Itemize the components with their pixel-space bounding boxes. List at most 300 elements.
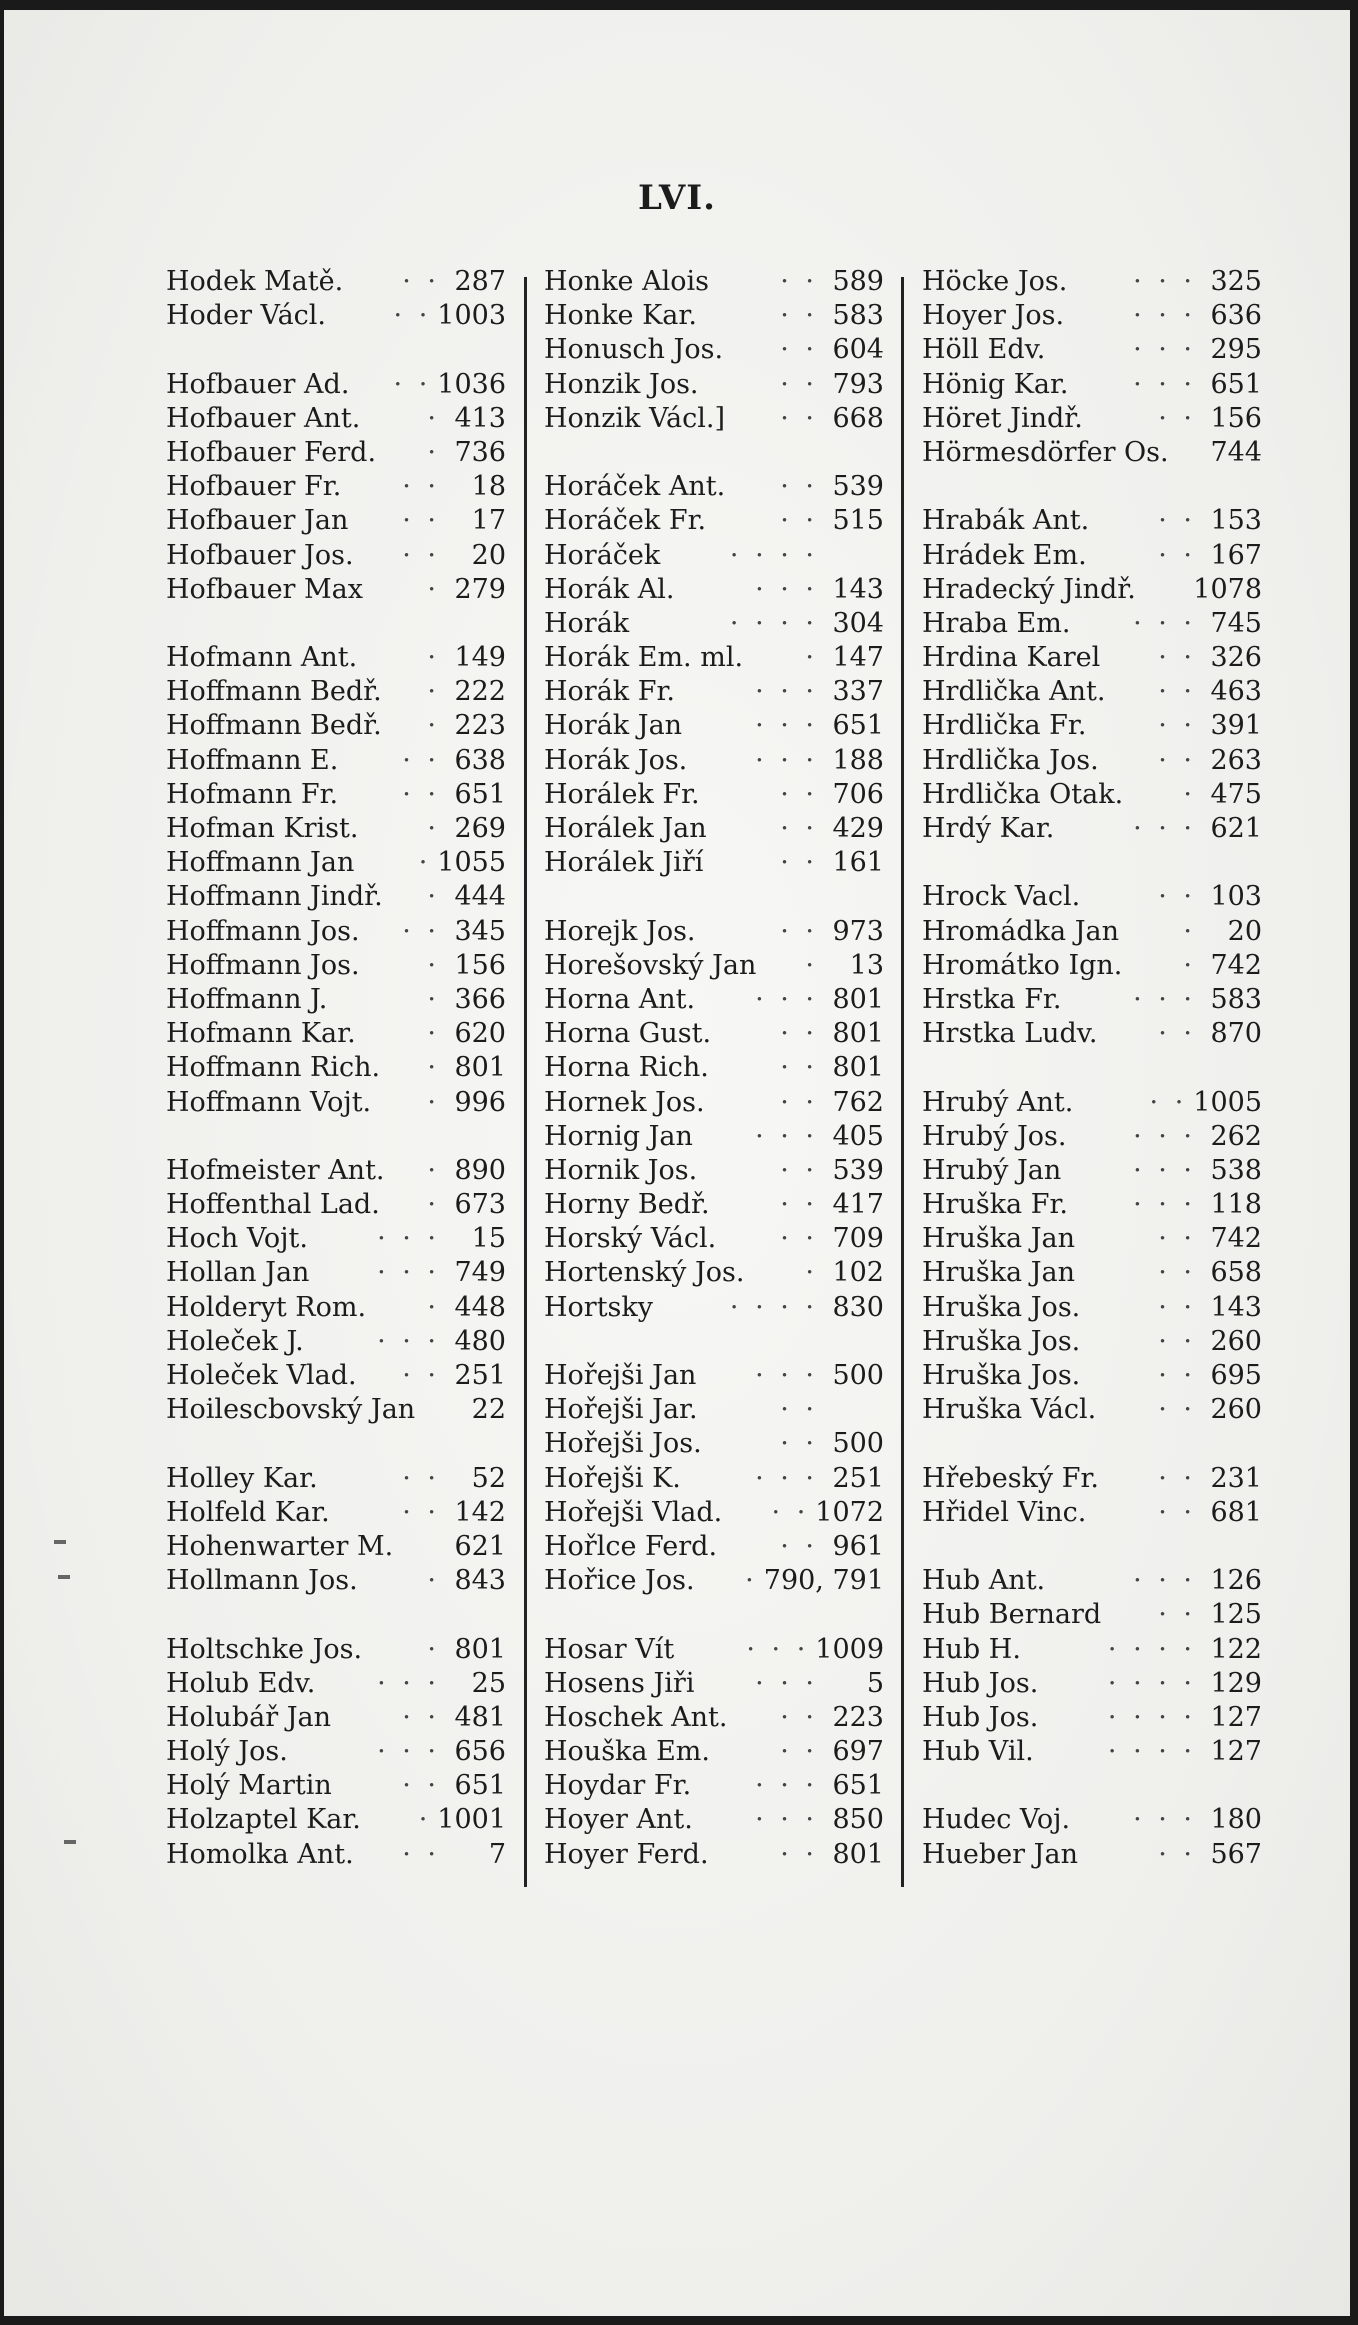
- entry-page: 326: [1210, 642, 1262, 674]
- entry-page: 480: [454, 1325, 506, 1357]
- index-entry: [166, 436, 506, 470]
- entry-name: Holý Martin: [166, 1770, 332, 1802]
- entry-name: Horny Bedř.: [544, 1189, 710, 1221]
- entry-name: Hoyer Ferd.: [544, 1838, 709, 1870]
- index-entry: [544, 709, 884, 743]
- leader-dots: ·: [418, 1804, 432, 1836]
- index-entry: [166, 299, 506, 333]
- entry-name: Hollmann Jos.: [166, 1565, 358, 1597]
- index-entry: [922, 368, 1262, 402]
- entry-name: Holderyt Rom.: [166, 1291, 367, 1323]
- entry-name: Hosar Vít: [544, 1633, 675, 1665]
- index-entry: [922, 1086, 1262, 1120]
- leader-dots: ·: [427, 813, 440, 844]
- leader-dots: · · ·: [755, 573, 818, 605]
- index-entry: [166, 1838, 506, 1872]
- entry-page: 1003: [437, 300, 506, 332]
- entry-page: 167: [1210, 539, 1262, 571]
- leader-dots: · ·: [780, 915, 818, 947]
- entry-name: Holeček J.: [166, 1325, 304, 1357]
- index-entry: [166, 949, 506, 983]
- index-entry: [922, 1017, 1262, 1051]
- entry-name: Holfeld Kar.: [166, 1496, 330, 1528]
- entry-page: 444: [454, 881, 506, 913]
- leader-dots: · · ·: [1133, 607, 1196, 639]
- entry-name: Hub Bernard: [922, 1599, 1102, 1631]
- leader-dots: · · ·: [377, 1667, 440, 1699]
- entry-name: Hrstka Fr.: [922, 983, 1062, 1015]
- entry-page: 325: [1210, 266, 1262, 297]
- entry-page: 125: [1210, 1599, 1262, 1631]
- index-entry: [922, 607, 1262, 641]
- index-entry: [166, 846, 506, 880]
- index-entry: [166, 1086, 506, 1120]
- index-entry: [922, 1564, 1262, 1598]
- entry-name: Hönig Kar.: [922, 368, 1069, 400]
- index-entry: [544, 368, 884, 402]
- index-entry: [922, 1256, 1262, 1290]
- leader-dots: · ·: [402, 539, 440, 571]
- index-entry: [166, 1222, 506, 1256]
- entry-name: Hornig Jan: [544, 1120, 693, 1152]
- index-entry: [922, 436, 1262, 470]
- leader-dots: · · ·: [1133, 1189, 1196, 1221]
- entry-page: 156: [1210, 402, 1262, 434]
- entry-name: Hofbauer Fr.: [166, 471, 342, 503]
- entry-page: 20: [471, 539, 506, 571]
- entry-page: 656: [454, 1736, 506, 1768]
- leader-dots: · ·: [780, 847, 818, 879]
- name-index: [4, 265, 1350, 1895]
- index-spacer: [544, 880, 884, 914]
- entry-page: 681: [1210, 1496, 1262, 1528]
- leader-dots: · · · ·: [1107, 1633, 1196, 1665]
- entry-page: 651: [832, 1770, 884, 1802]
- index-entry: [544, 1769, 884, 1803]
- leader-dots: · ·: [780, 1052, 818, 1084]
- entry-name: Horák Al.: [544, 573, 675, 605]
- index-entry: [166, 1462, 506, 1496]
- leader-dots: · ·: [393, 300, 432, 332]
- index-entry: [922, 641, 1262, 675]
- index-entry: [922, 915, 1262, 949]
- index-spacer: [166, 1120, 506, 1154]
- leader-dots: · ·: [1158, 744, 1196, 776]
- entry-page: 5: [866, 1667, 884, 1699]
- leader-dots: · ·: [1158, 1462, 1196, 1494]
- leader-dots: · ·: [402, 266, 440, 297]
- leader-dots: · ·: [780, 471, 818, 503]
- leader-dots: ·: [427, 642, 440, 674]
- entry-name: Hrdlička Ant.: [922, 676, 1106, 708]
- leader-dots: ·: [427, 1154, 440, 1186]
- entry-name: Hortsky: [544, 1291, 654, 1323]
- entry-name: Hoydar Fr.: [544, 1770, 692, 1802]
- entry-name: Hrdlička Fr.: [922, 710, 1087, 742]
- entry-name: Hofbauer Jos.: [166, 539, 354, 571]
- leader-dots: ·: [427, 1052, 440, 1084]
- leader-dots: ·: [427, 1291, 440, 1323]
- index-entry: [544, 812, 884, 846]
- entry-page: 658: [1210, 1257, 1262, 1289]
- index-entry: [922, 675, 1262, 709]
- index-entry: [166, 1735, 506, 1769]
- index-entry: [922, 1735, 1262, 1769]
- leader-dots: · ·: [780, 300, 818, 332]
- entry-name: Horák Jan: [544, 710, 683, 742]
- leader-dots: ·: [427, 1189, 440, 1221]
- entry-name: Hofbauer Max: [166, 573, 364, 605]
- entry-name: Hoffmann Rich.: [166, 1052, 381, 1084]
- entry-page: 961: [832, 1530, 884, 1562]
- leader-dots: · ·: [780, 1154, 818, 1186]
- entry-page: 870: [1210, 1018, 1262, 1050]
- entry-page: 481: [454, 1701, 506, 1733]
- entry-name: Hornik Jos.: [544, 1154, 698, 1186]
- leader-dots: ·: [1183, 949, 1196, 981]
- leader-dots: ·: [427, 676, 440, 708]
- entry-name: Hosens Jiři: [544, 1667, 695, 1699]
- margin-mark: [58, 1575, 70, 1579]
- index-entry: [922, 1120, 1262, 1154]
- entry-page: 1005: [1193, 1086, 1262, 1118]
- entry-page: 13: [849, 949, 884, 981]
- entry-name: Hoder Václ.: [166, 300, 327, 332]
- entry-name: Hruška Fr.: [922, 1189, 1068, 1221]
- entry-page: 102: [832, 1257, 884, 1289]
- leader-dots: · ·: [1149, 1086, 1188, 1118]
- leader-dots: · ·: [780, 1394, 818, 1426]
- index-entry: [922, 1222, 1262, 1256]
- leader-dots: · · · ·: [729, 1291, 818, 1323]
- index-spacer: [922, 846, 1262, 880]
- entry-page: 366: [454, 983, 506, 1015]
- leader-dots: · ·: [780, 778, 818, 810]
- entry-page: 742: [1210, 1223, 1262, 1255]
- index-entry: [544, 265, 884, 299]
- entry-page: 188: [832, 744, 884, 776]
- index-entry: [544, 1701, 884, 1735]
- entry-page: 263: [1210, 744, 1262, 776]
- entry-page: 736: [454, 436, 506, 468]
- index-spacer: [922, 470, 1262, 504]
- index-entry: [544, 1359, 884, 1393]
- entry-page: 251: [832, 1462, 884, 1494]
- entry-name: Höret Jindř.: [922, 402, 1083, 434]
- entry-page: 287: [454, 266, 506, 297]
- entry-page: 129: [1210, 1667, 1262, 1699]
- leader-dots: · ·: [402, 1360, 440, 1391]
- leader-dots: · ·: [393, 368, 432, 400]
- index-entry: [544, 1017, 884, 1051]
- leader-dots: · ·: [780, 368, 818, 400]
- entry-name: Hoch Vojt.: [166, 1223, 308, 1255]
- index-entry: [922, 504, 1262, 538]
- entry-page: 25: [471, 1667, 506, 1699]
- entry-name: Horešovský Jan: [544, 949, 757, 981]
- entry-name: Horák Jos.: [544, 744, 688, 776]
- entry-page: [824, 1393, 884, 1427]
- index-entry: [544, 1462, 884, 1496]
- index-entry: [166, 1359, 506, 1393]
- entry-page: 638: [454, 744, 506, 776]
- leader-dots: · · · ·: [729, 539, 818, 571]
- entry-page: 18: [471, 471, 506, 503]
- leader-dots: · ·: [780, 1530, 818, 1562]
- leader-dots: · ·: [780, 1736, 818, 1768]
- entry-name: Holley Kar.: [166, 1462, 318, 1494]
- entry-page: 604: [832, 334, 884, 366]
- entry-name: Hřebeský Fr.: [922, 1462, 1100, 1494]
- entry-page: 413: [454, 402, 506, 434]
- leader-dots: ·: [805, 949, 818, 981]
- index-entry: [166, 1564, 506, 1598]
- index-entry: [922, 744, 1262, 778]
- entry-name: Hoschek Ant.: [544, 1701, 728, 1733]
- entry-name: Hofbauer Ant.: [166, 402, 361, 434]
- book-page: [4, 10, 1350, 2316]
- entry-page: 231: [1210, 1462, 1262, 1494]
- index-entry: [544, 402, 884, 436]
- leader-dots: · ·: [1158, 1018, 1196, 1050]
- entry-name: Hub H.: [922, 1633, 1021, 1665]
- entry-page: 429: [832, 813, 884, 844]
- index-entry: [544, 1633, 884, 1667]
- entry-name: Hoffmann Jos.: [166, 915, 360, 947]
- index-entry: [544, 744, 884, 778]
- entry-name: Hruška Jan: [922, 1257, 1076, 1289]
- entry-name: Hoffmann E.: [166, 744, 339, 776]
- entry-page: 539: [832, 1154, 884, 1186]
- entry-page: 103: [1210, 881, 1262, 913]
- leader-dots: · ·: [1158, 1599, 1196, 1631]
- entry-name: Horák Fr.: [544, 676, 676, 708]
- leader-dots: · ·: [402, 1838, 440, 1870]
- index-entry: [166, 402, 506, 436]
- entry-name: Horáček Fr.: [544, 505, 707, 537]
- leader-dots: [434, 1393, 446, 1427]
- index-entry: [166, 1017, 506, 1051]
- entry-page: 17: [471, 505, 506, 537]
- entry-page: 695: [1210, 1360, 1262, 1391]
- index-entry: [922, 1803, 1262, 1837]
- entry-page: 745: [1210, 607, 1262, 639]
- leader-dots: · ·: [1158, 1394, 1196, 1426]
- entry-page: 279: [454, 573, 506, 605]
- entry-page: 744: [1210, 436, 1262, 468]
- leader-dots: · ·: [402, 744, 440, 776]
- leader-dots: · ·: [1158, 642, 1196, 674]
- entry-page: 127: [1210, 1701, 1262, 1733]
- leader-dots: ·: [427, 710, 440, 742]
- entry-page: 1036: [437, 368, 506, 400]
- index-entry: [166, 1256, 506, 1290]
- entry-page: 620: [454, 1018, 506, 1050]
- entry-name: Hořejši Jan: [544, 1360, 697, 1391]
- index-entry: [922, 812, 1262, 846]
- leader-dots: · ·: [402, 471, 440, 503]
- entry-name: Homolka Ant.: [166, 1838, 354, 1870]
- index-entry: [166, 504, 506, 538]
- entry-page: 500: [832, 1428, 884, 1460]
- leader-dots: · · ·: [1133, 300, 1196, 332]
- leader-dots: · · ·: [755, 744, 818, 776]
- index-entry: [922, 1393, 1262, 1427]
- leader-dots: · ·: [1158, 402, 1196, 434]
- leader-dots: · ·: [1158, 1325, 1196, 1357]
- entry-page: 304: [832, 607, 884, 639]
- entry-name: Hrubý Jos.: [922, 1120, 1067, 1152]
- leader-dots: ·: [427, 436, 440, 468]
- entry-page: 391: [1210, 710, 1262, 742]
- index-entry: [922, 1188, 1262, 1222]
- entry-name: Hruška Jos.: [922, 1325, 1081, 1357]
- entry-page: 801: [832, 983, 884, 1015]
- entry-page: 890: [454, 1154, 506, 1186]
- index-entry: [922, 778, 1262, 812]
- entry-name: Horák: [544, 607, 630, 639]
- index-entry: [166, 744, 506, 778]
- entry-page: 801: [454, 1633, 506, 1665]
- index-entry: [922, 949, 1262, 983]
- entry-name: Hörmesdörfer Os.: [922, 436, 1169, 468]
- leader-dots: · ·: [402, 1462, 440, 1494]
- index-entry: [544, 1530, 884, 1564]
- entry-page: 1009: [815, 1633, 884, 1665]
- entry-name: Hueber Jan: [922, 1838, 1078, 1870]
- index-column-2: [544, 265, 884, 1895]
- entry-page: 1001: [437, 1804, 506, 1836]
- entry-name: Horský Václ.: [544, 1223, 717, 1255]
- entry-page: 830: [832, 1291, 884, 1323]
- leader-dots: · ·: [1158, 505, 1196, 537]
- entry-page: 973: [832, 915, 884, 947]
- entry-page: 742: [1210, 949, 1262, 981]
- index-entry: [922, 1598, 1262, 1632]
- leader-dots: · · ·: [755, 1667, 818, 1699]
- index-entry: [166, 1291, 506, 1325]
- leader-dots: · · ·: [1133, 1154, 1196, 1186]
- index-entry: [166, 709, 506, 743]
- entry-name: Hřidel Vinc.: [922, 1496, 1087, 1528]
- entry-page: 801: [832, 1052, 884, 1084]
- entry-page: 651: [454, 778, 506, 810]
- index-column-1: [166, 265, 506, 1895]
- entry-name: Hoffmann J.: [166, 983, 328, 1015]
- entry-name: Hofman Krist.: [166, 813, 359, 844]
- entry-page: 153: [1210, 505, 1262, 537]
- entry-page: 651: [454, 1770, 506, 1802]
- index-entry: [544, 778, 884, 812]
- entry-name: Hořice Jos.: [544, 1565, 695, 1597]
- index-entry: [544, 1564, 884, 1598]
- index-entry: [922, 539, 1262, 573]
- entry-name: Hrdina Karel: [922, 642, 1101, 674]
- index-entry: [922, 983, 1262, 1017]
- index-entry: [922, 1633, 1262, 1667]
- entry-page: 1072: [815, 1496, 884, 1528]
- index-entry: [166, 1154, 506, 1188]
- entry-page: 538: [1210, 1154, 1262, 1186]
- index-entry: [544, 1838, 884, 1872]
- index-entry: [544, 1427, 884, 1461]
- leader-dots: · ·: [402, 1496, 440, 1528]
- leader-dots: ·: [427, 1086, 440, 1118]
- index-entry: [922, 333, 1262, 367]
- index-entry: [166, 778, 506, 812]
- index-entry: [166, 1496, 506, 1530]
- index-spacer: [544, 1325, 884, 1359]
- leader-dots: · ·: [1158, 676, 1196, 708]
- entry-page: 448: [454, 1291, 506, 1323]
- entry-page: 269: [454, 813, 506, 844]
- index-entry: [544, 846, 884, 880]
- entry-name: Holzaptel Kar.: [166, 1804, 361, 1836]
- entry-name: Hruška Václ.: [922, 1394, 1097, 1426]
- index-entry: [166, 1769, 506, 1803]
- entry-name: Hrubý Jan: [922, 1154, 1062, 1186]
- entry-name: Höcke Jos.: [922, 266, 1068, 297]
- leader-dots: · · · ·: [1107, 1736, 1196, 1768]
- leader-dots: · ·: [402, 505, 440, 537]
- index-entry: [166, 1633, 506, 1667]
- margin-mark: [54, 1540, 66, 1544]
- entry-name: Hofmann Fr.: [166, 778, 339, 810]
- entry-name: Hořejši K.: [544, 1462, 681, 1494]
- entry-page: 345: [454, 915, 506, 947]
- entry-name: Hrabák Ant.: [922, 505, 1090, 537]
- index-entry: [544, 1667, 884, 1701]
- leader-dots: · ·: [780, 1086, 818, 1118]
- entry-page: 996: [454, 1086, 506, 1118]
- entry-name: Hub Jos.: [922, 1701, 1039, 1733]
- entry-name: Hrock Vacl.: [922, 881, 1081, 913]
- index-entry: [166, 1325, 506, 1359]
- leader-dots: · · ·: [377, 1223, 440, 1255]
- entry-page: 1055: [437, 847, 506, 879]
- column-rule: [524, 277, 527, 1887]
- entry-name: Höll Edv.: [922, 334, 1046, 366]
- index-entry: [922, 1154, 1262, 1188]
- entry-page: 801: [832, 1018, 884, 1050]
- entry-page: 223: [454, 710, 506, 742]
- entry-page: 118: [1210, 1189, 1262, 1221]
- index-entry: [166, 641, 506, 675]
- leader-dots: · ·: [1158, 1360, 1196, 1391]
- entry-name: Horejk Jos.: [544, 915, 696, 947]
- entry-name: Hofbauer Ferd.: [166, 436, 377, 468]
- entry-page: 20: [1227, 915, 1262, 947]
- entry-page: 122: [1210, 1633, 1262, 1665]
- entry-page: 801: [454, 1052, 506, 1084]
- leader-dots: · · ·: [1133, 368, 1196, 400]
- leader-dots: ·: [805, 642, 818, 674]
- entry-name: Hofmann Ant.: [166, 642, 358, 674]
- index-entry: [544, 1222, 884, 1256]
- index-entry: [544, 675, 884, 709]
- leader-dots: ·: [418, 847, 432, 879]
- index-entry: [544, 1291, 884, 1325]
- entry-page: 850: [832, 1804, 884, 1836]
- index-entry: [166, 539, 506, 573]
- index-spacer: [922, 1427, 1262, 1461]
- index-entry: [166, 470, 506, 504]
- index-entry: [544, 1051, 884, 1085]
- entry-name: Hoffmann Bedř.: [166, 676, 382, 708]
- index-entry: [544, 1154, 884, 1188]
- entry-name: Hořlce Ferd.: [544, 1530, 718, 1562]
- index-entry: [544, 915, 884, 949]
